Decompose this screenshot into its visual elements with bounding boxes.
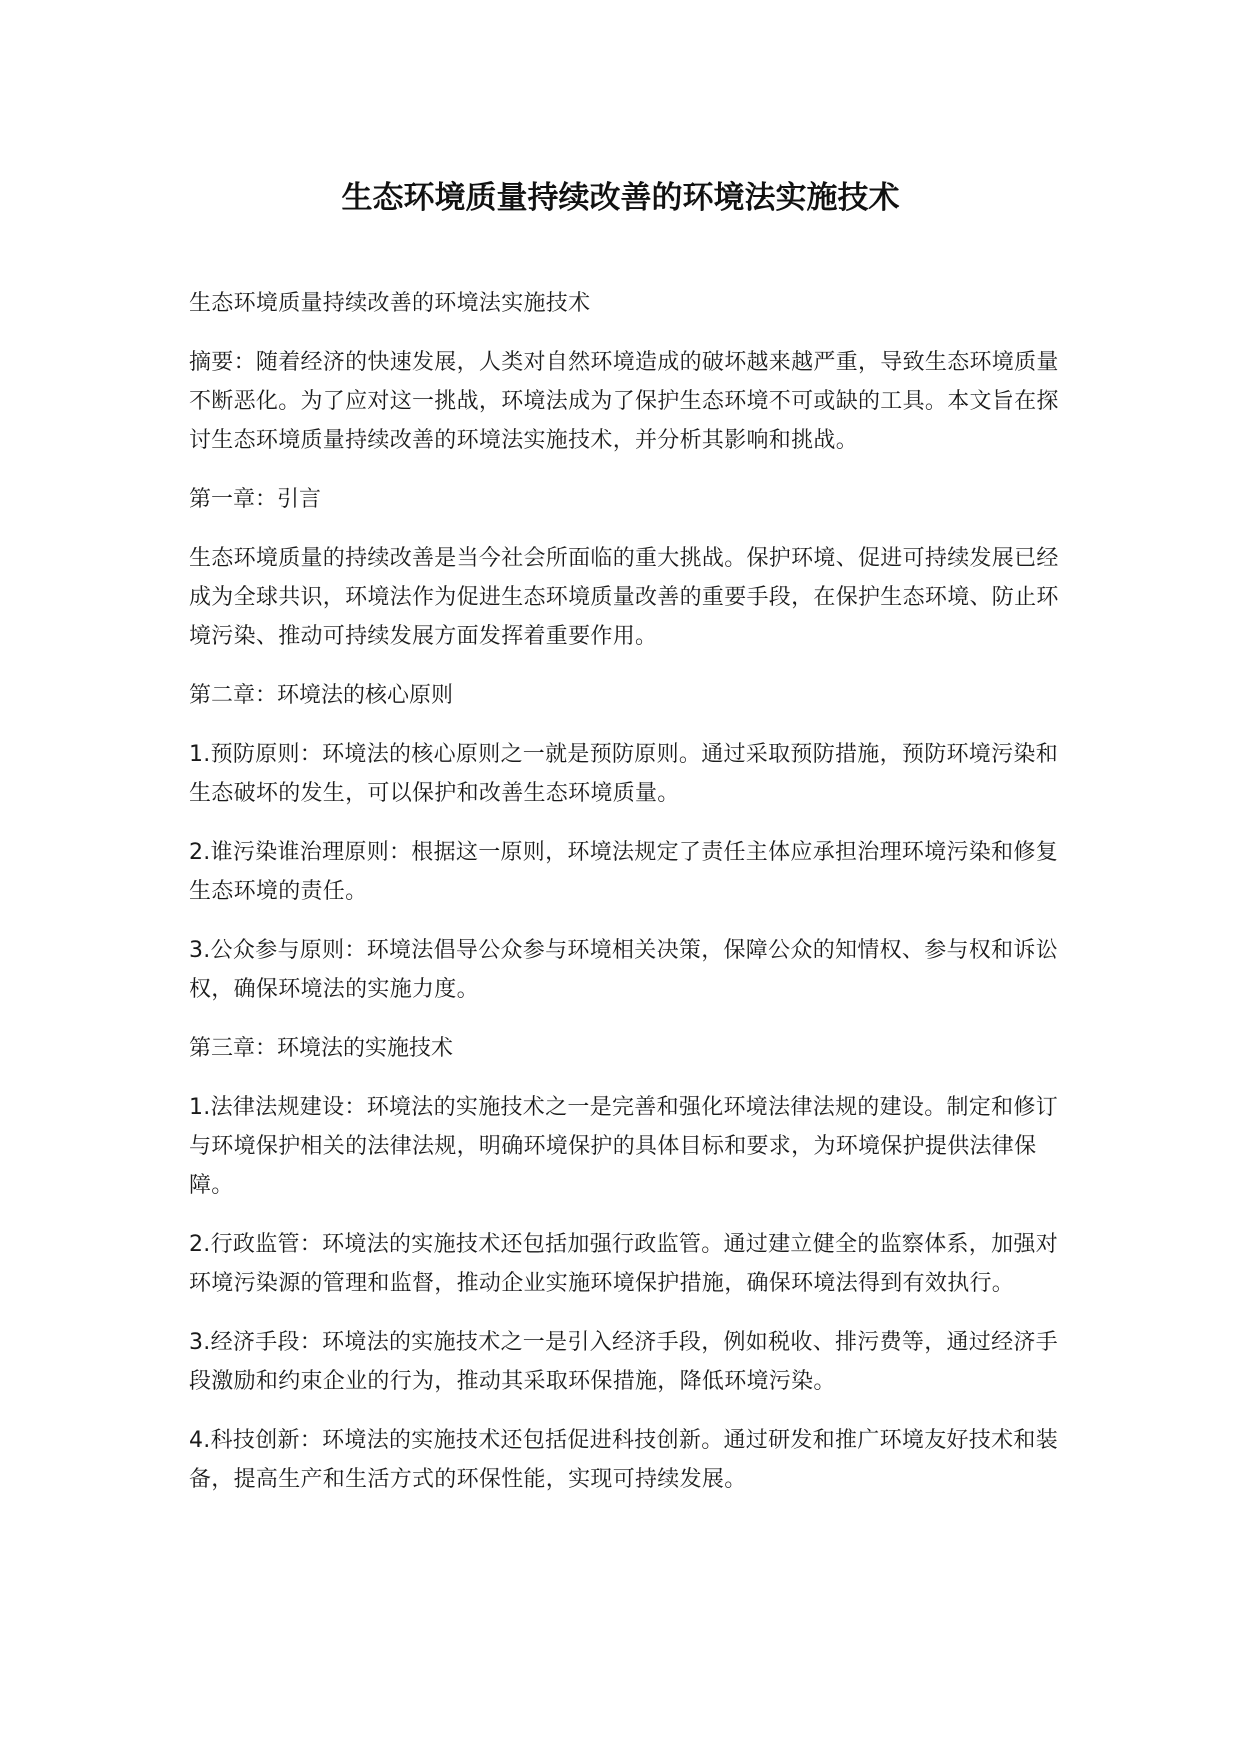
principle-prevention: 1.预防原则：环境法的核心原则之一就是预防原则。通过采取预防措施，预防环境污染和生态破坏的发生，可以保护和改善生态环境质量。 bbox=[189, 742, 1058, 806]
document-title: 生态环境质量持续改善的环境法实施技术 bbox=[341, 180, 900, 216]
chapter-3-heading: 第三章：环境法的实施技术 bbox=[189, 1036, 454, 1061]
technique-economic-means: 3.经济手段：环境法的实施技术之一是引入经济手段，例如税收、排污费等，通过经济手段激励和约束企业的行为，推动其采取环保措施，降低环境污染。 bbox=[189, 1330, 1058, 1394]
chapter-1-heading: 第一章：引言 bbox=[189, 487, 322, 512]
principle-polluter-pays: 2.谁污染谁治理原则：根据这一原则，环境法规定了责任主体应承担治理环境污染和修复生态环境的责任。 bbox=[189, 840, 1058, 904]
technique-administrative-supervision: 2.行政监管：环境法的实施技术还包括加强行政监管。通过建立健全的监察体系，加强对环境污染源的管理和监督，推动企业实施环境保护措施，确保环境法得到有效执行。 bbox=[189, 1232, 1058, 1296]
chapter-1-paragraph: 生态环境质量的持续改善是当今社会所面临的重大挑战。保护环境、促进可持续发展已经成为全球共识，环境法作为促进生态环境质量改善的重要手段，在保护生态环境、防止环境污染、推动可持续发展方面发挥着重要作用。 bbox=[189, 546, 1059, 649]
document-subtitle: 生态环境质量持续改善的环境法实施技术 bbox=[189, 291, 591, 316]
abstract-paragraph: 摘要：随着经济的快速发展，人类对自然环境造成的破坏越来越严重，导致生态环境质量不断恶化。为了应对这一挑战，环境法成为了保护生态环境不可或缺的工具。本文旨在探讨生态环境质量持续改善的环境法实施技术，并分析其影响和挑战。 bbox=[189, 350, 1059, 453]
chapter-2-heading: 第二章：环境法的核心原则 bbox=[189, 683, 454, 708]
technique-legislation: 1.法律法规建设：环境法的实施技术之一是完善和强化环境法律法规的建设。制定和修订与环境保护相关的法律法规，明确环境保护的具体目标和要求，为环境保护提供法律保障。 bbox=[189, 1095, 1058, 1198]
technique-tech-innovation: 4.科技创新：环境法的实施技术还包括促进科技创新。通过研发和推广环境友好技术和装备，提高生产和生活方式的环保性能，实现可持续发展。 bbox=[189, 1428, 1058, 1492]
document-body bbox=[189, 284, 1069, 1519]
principle-public-participation: 3.公众参与原则：环境法倡导公众参与环境相关决策，保障公众的知情权、参与权和诉讼权，确保环境法的实施力度。 bbox=[189, 938, 1058, 1002]
